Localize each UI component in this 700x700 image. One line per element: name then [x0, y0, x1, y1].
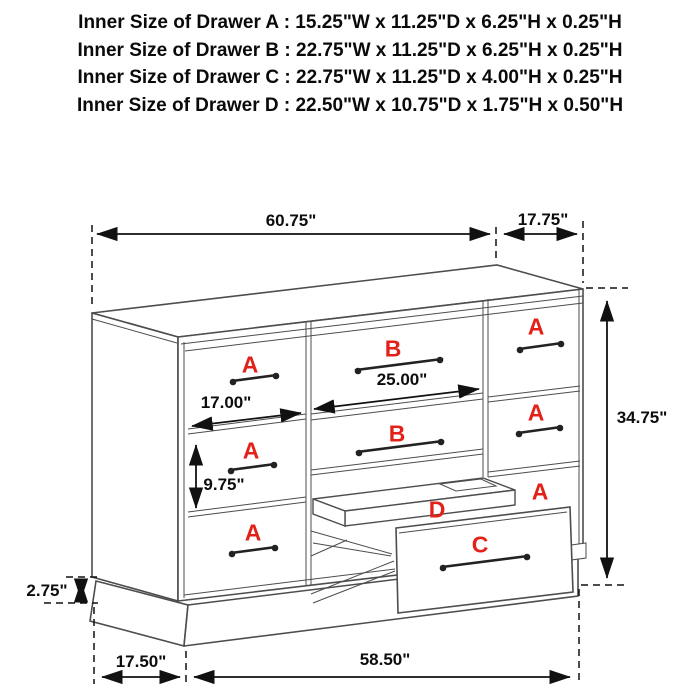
drawer-letter-a-top-left: A — [241, 351, 259, 378]
spec-line-drawer-d: Inner Size of Drawer D : 22.50"W x 10.75"D x 1.75"H x 0.50"H — [76, 94, 624, 116]
dim-label-top-width: 60.75" — [265, 211, 317, 230]
dim-label-base-front-width: 58.50" — [359, 650, 411, 669]
dim-label-overall-height: 34.75" — [616, 408, 668, 427]
drawer-letter-b-mid: B — [388, 420, 406, 447]
drawer-letter-a-bottom-right: A — [531, 478, 549, 505]
dim-label-top-depth: 17.75" — [517, 210, 569, 229]
spec-line-drawer-c: Inner Size of Drawer C : 22.75"W x 11.25"D x 4.00"H x 0.25"H — [77, 67, 623, 88]
drawer-letter-a-mid-right: A — [527, 399, 545, 426]
drawer-letter-a-bottom-left: A — [244, 519, 262, 546]
dim-label-base-height: 2.75" — [26, 581, 68, 600]
drawer-letter-b-top: B — [384, 335, 402, 362]
dresser-side-panel — [92, 313, 178, 601]
drawer-letter-c: C — [471, 531, 489, 558]
spec-line-drawer-a: Inner Size of Drawer A : 15.25"W x 11.25"D x 6.25"H x 0.25"H — [78, 12, 622, 33]
drawer-letter-a-top-right: A — [527, 313, 545, 340]
dim-label-drawer-a-height: 9.75" — [203, 475, 245, 494]
dim-label-base-side-depth: 17.50" — [115, 652, 167, 671]
right-foot — [571, 543, 586, 560]
dim-label-drawer-b-width: 25.00" — [376, 370, 428, 389]
drawer-letter-a-mid-left: A — [242, 437, 260, 464]
spec-line-drawer-b: Inner Size of Drawer B : 22.75"W x 11.25"D x 6.25"H x 0.25"H — [77, 39, 623, 61]
drawer-letter-d: D — [428, 496, 446, 523]
dim-label-drawer-a-width: 17.00" — [200, 393, 252, 412]
